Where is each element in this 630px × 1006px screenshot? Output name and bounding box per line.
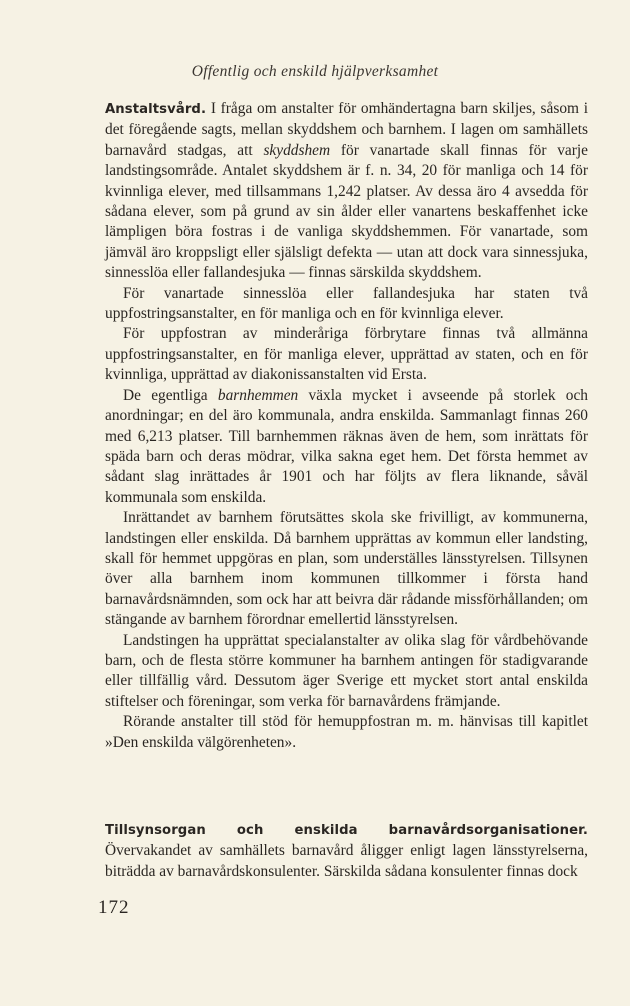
paragraph-1-text-a: I fråga om anstalter för omhändertagna barn skiljes, såsom i det föregående sagts, mellan skyddshem och barnhem. I lagen om samhällets barnavård stadgas, att [105, 100, 588, 159]
paragraph-3: För uppfostran av minderåriga förbrytare finnas två allmänna uppfostringsanstalter, en för manliga elever, upprättad av staten, och en för kvinnliga, upprättad av diakonissanstalten vid Ersta. [105, 325, 588, 384]
paragraph-8 [105, 820, 588, 882]
paragraph-6: Landstingen ha upprättat specialanstalter av olika slag för vårdbehövande barn, och de flesta större kommuner ha barnhem antingen för stadigvarande eller tillfällig vård. Dessutom äger Sverige ett mycket stort antal enskilda stiftelser och föreningar, som verka för barnavårdens främjande. [105, 631, 588, 710]
paragraph-7: Rörande anstalter till stöd för hemuppfostran m. m. hänvisas till kapitlet »Den enskilda välgörenheten». [105, 713, 588, 751]
page-number: 172 [98, 897, 130, 918]
paragraph-1-emphasis: skyddshem [263, 141, 331, 159]
paragraph-1-text-b: för vanartade skall finnas för varje landstingsområde. Antalet skyddshem är f. n. 34, 20 för manliga och 14 för kvinnliga elever, med tillsammans 1,242 platser. Av dessa äro 4 avsedda för sådana elever, som på grund av sin ålder eller vanartens beskaffenhet icke lämpligen böra fostras i de vanliga skyddshemmen. För vanartade, som jämväl äro kroppsligt eller själsligt defekta — utan att dock vara sinnessjuka, sinnesslöa eller fallandesjuka — finnas särskilda skyddshem. [105, 141, 588, 282]
section-heading-anstaltsvard: Anstaltsvård. [105, 102, 207, 117]
paragraph-5: Inrättandet av barnhem förutsättes skola ske frivilligt, av kommunerna, landstingen eller enskilda. Då barnhem upprättas av kommun eller landsting, skall för hemmet uppgöras en plan, som underställes länsstyrelsen. Tillsynen över alla barnhem inom kommunen tillkommer i första hand barnavårdsnämnden, som ock har att beivra där rådande missförhållanden; om stängande av barnhem förordnar emellertid länsstyrelsen. [105, 509, 588, 629]
paragraph-4-emphasis: barnhemmen [217, 386, 299, 404]
paragraph-8-text: Övervakandet av samhällets barnavård åligger enligt lagen länsstyrelserna, biträdda av barnavårdskonsulenter. Särskilda sådana konsulenter finnas dock [105, 842, 588, 880]
running-head: Offentlig och enskild hjälpverksamhet [191, 63, 439, 80]
paragraph-2: För vanartade sinnesslöa eller fallandesjuka har staten två uppfostringsanstalter, en för manliga och en för kvinnliga elever. [105, 284, 588, 323]
section-heading-tillsynsorgan: Tillsynsorgan och enskilda barnavårdsorganisationer. [105, 823, 588, 838]
paragraph-4 [105, 386, 588, 508]
paragraph-4-text-a: De egentliga [123, 386, 218, 404]
section-tillsynsorgan [105, 820, 588, 882]
section-anstaltsvard [105, 99, 588, 753]
paragraph-4-text-b: växla mycket i avseende på storlek och anordningar; en del äro kommunala, andra enskilda. Sammanlagt finnas 260 med 6,213 platser. Till barnhemmen räknas även de hem, som inrättats för späda barn och deras mödrar, vilka sakna eget hem. Det första hemmet av sådant slag inrättades år 1901 och har följts av flera liknande, såväl kommunala som enskilda. [105, 386, 588, 506]
paragraph-1 [105, 99, 588, 284]
